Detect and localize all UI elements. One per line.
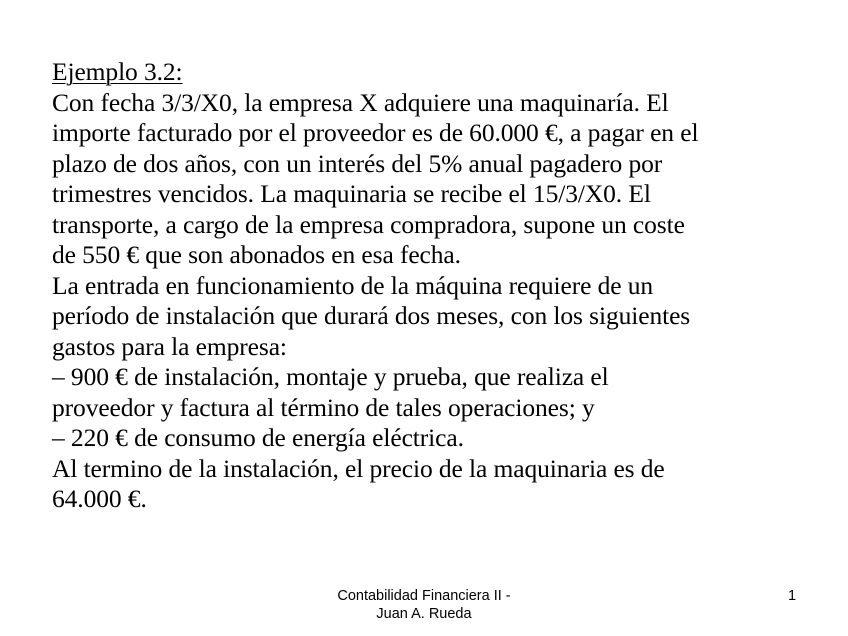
body-line: plazo de dos años, con un interés del 5% anual pagadero por xyxy=(52,148,663,178)
body-line: Al termino de la instalación, el precio de la maquinaria es de xyxy=(52,453,665,483)
example-heading: Ejemplo 3.2: xyxy=(52,57,183,86)
body-line: proveedor y factura al término de tales operaciones; y xyxy=(52,392,595,422)
slide-body xyxy=(52,57,802,515)
body-line: trimestres vencidos. La maquinaria se recibe el 15/3/X0. El xyxy=(52,179,651,208)
slide-footer xyxy=(274,587,574,623)
body-line: 64.000 €. xyxy=(52,484,147,513)
body-line: – 900 € de instalación, montaje y prueba, que realiza el xyxy=(52,362,609,391)
body-line: transporte, a cargo de la empresa compradora, supone un coste xyxy=(52,209,685,239)
body-line: Con fecha 3/3/X0, la empresa X adquiere una maquinaría. El xyxy=(52,87,669,117)
body-line: gastos para la empresa: xyxy=(52,331,287,361)
body-line: – 220 € de consumo de energía eléctrica. xyxy=(52,423,464,452)
page-number: 1 xyxy=(788,588,797,604)
body-line: período de instalación que durará dos meses, con los siguientes xyxy=(52,301,691,330)
body-line: La entrada en funcionamiento de la máquina requiere de un xyxy=(52,270,654,300)
footer-course-title: Contabilidad Financiera II - xyxy=(337,588,511,604)
body-line: importe facturado por el proveedor es de 60.000 €, a pagar en el xyxy=(52,118,699,147)
footer-author: Juan A. Rueda xyxy=(376,606,472,622)
body-line: de 550 € que son abonados en esa fecha. xyxy=(52,240,461,269)
